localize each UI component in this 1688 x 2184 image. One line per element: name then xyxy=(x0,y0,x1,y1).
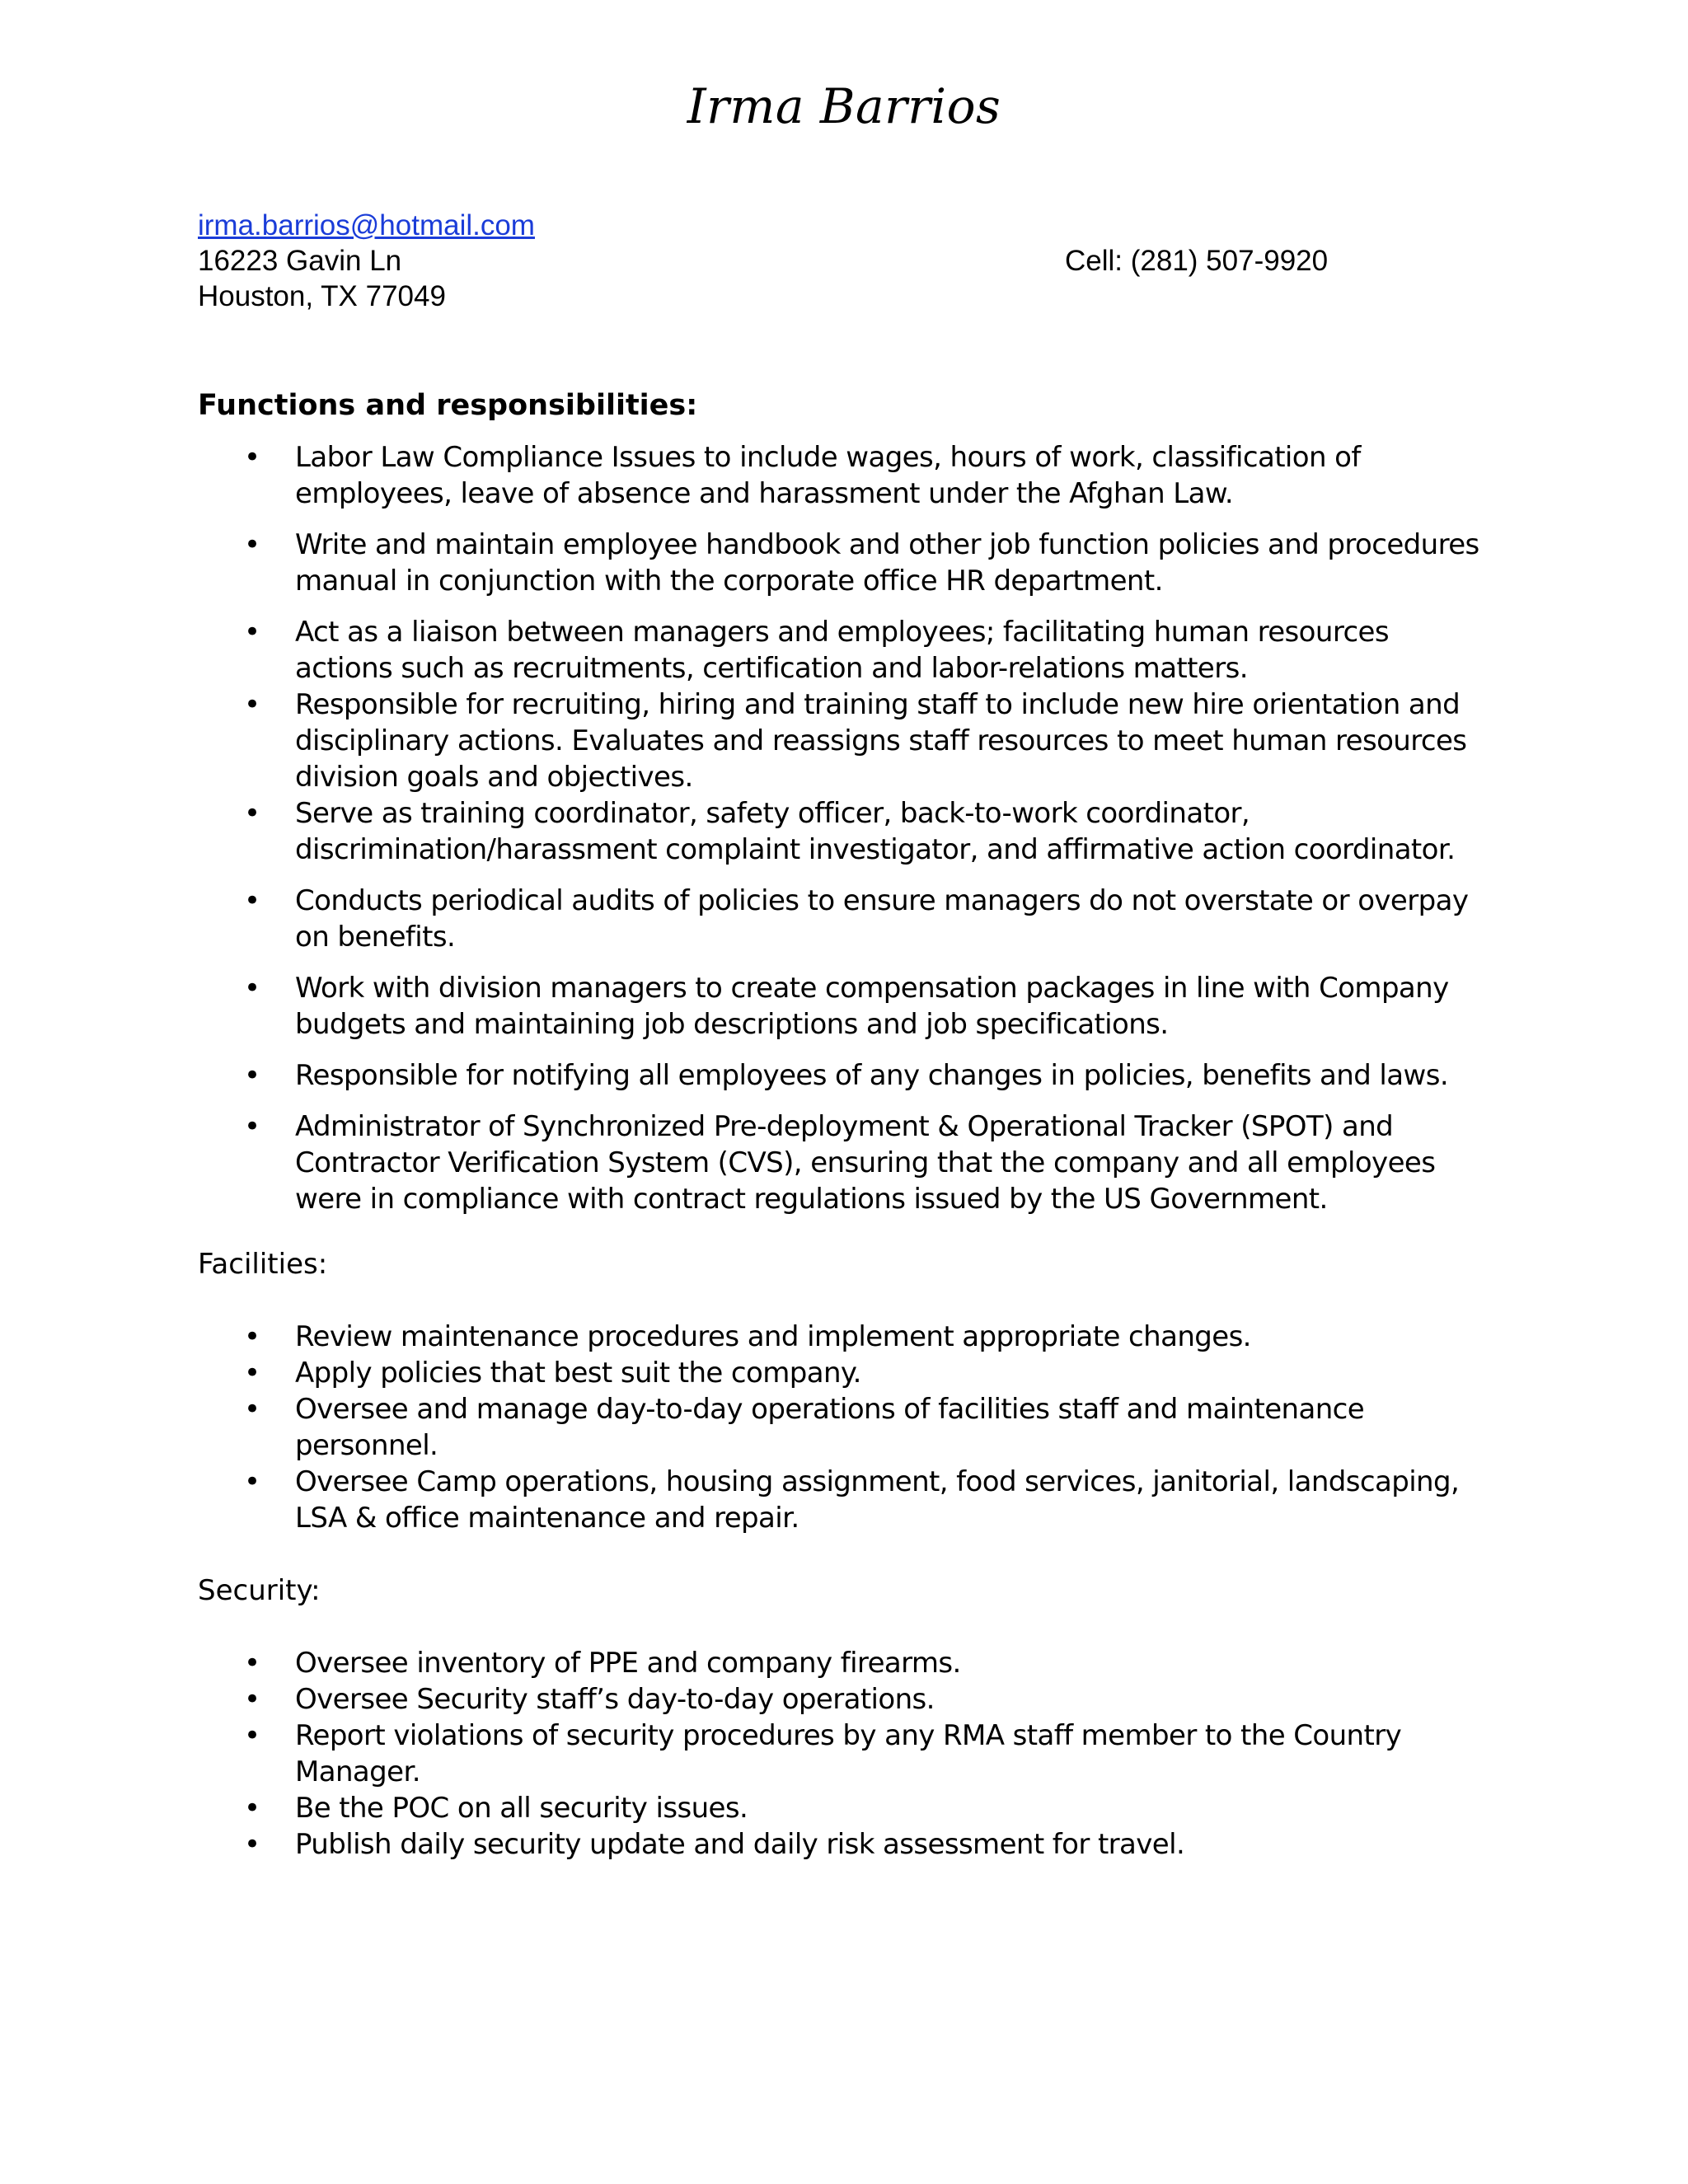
list-item xyxy=(198,1319,1484,1355)
bullet-icon: • xyxy=(244,1683,260,1716)
bullet-icon: • xyxy=(244,972,260,1005)
list-item xyxy=(198,1108,1484,1217)
functions-heading: Functions and responsibilities: xyxy=(198,389,698,422)
list-item-text: Publish daily security update and daily risk assessment for travel. xyxy=(295,1828,1185,1861)
candidate-name: Irma Barrios xyxy=(687,78,1001,134)
list-item xyxy=(198,1790,1484,1826)
list-item-text: Oversee and manage day-to-day operations of facilities staff and maintenance personnel. xyxy=(295,1393,1365,1462)
list-item-text: Act as a liaison between managers and employees; facilitating human resources actions such as recruitments, certification and labor-relations matters. xyxy=(295,616,1389,685)
bullet-icon: • xyxy=(244,1647,260,1680)
bullet-icon: • xyxy=(244,797,260,830)
bullet-icon: • xyxy=(244,441,260,474)
list-item-text: Oversee Camp operations, housing assignment, food services, janitorial, landscaping, LSA & office maintenance and repair. xyxy=(295,1465,1460,1535)
list-item-text: Oversee Security staff’s day-to-day operations. xyxy=(295,1683,935,1716)
list-item-text: Oversee inventory of PPE and company firearms. xyxy=(295,1647,961,1680)
bullet-icon: • xyxy=(244,616,260,649)
facilities-list xyxy=(198,1319,1484,1536)
list-item xyxy=(198,883,1484,955)
security-list xyxy=(198,1645,1484,1863)
list-item-text: Be the POC on all security issues. xyxy=(295,1792,748,1825)
bullet-icon: • xyxy=(244,1059,260,1092)
list-item xyxy=(198,614,1484,687)
list-item-text: Conducts periodical audits of policies to ensure managers do not overstate or overpay on benefits. xyxy=(295,884,1469,954)
bullet-icon: • xyxy=(244,1110,260,1143)
list-item-text: Administrator of Synchronized Pre-deployment & Operational Tracker (SPOT) and Contractor Verification System (CVS), ensuring that the company and all employees were in compliance with contract regulations issued by the US Government. xyxy=(295,1110,1436,1216)
bullet-icon: • xyxy=(244,688,260,721)
bullet-icon: • xyxy=(244,1393,260,1426)
list-item xyxy=(198,970,1484,1043)
list-item-text: Responsible for recruiting, hiring and training staff to include new hire orientation and disciplinary actions. Evaluates and reassigns staff resources to meet human resources division goals and objectives. xyxy=(295,688,1467,794)
list-item xyxy=(198,687,1484,795)
list-item-text: Report violations of security procedures by any RMA staff member to the Country Manager. xyxy=(295,1719,1402,1788)
bullet-icon: • xyxy=(244,1828,260,1861)
list-item xyxy=(198,439,1484,512)
list-item xyxy=(198,1826,1484,1863)
list-item-text: Review maintenance procedures and implement appropriate changes. xyxy=(295,1320,1251,1353)
list-item xyxy=(198,1681,1484,1718)
list-item xyxy=(198,795,1484,868)
list-item xyxy=(198,527,1484,599)
list-item-text: Apply policies that best suit the company. xyxy=(295,1357,861,1390)
bullet-icon: • xyxy=(244,1320,260,1353)
cell-phone: Cell: (281) 507-9920 xyxy=(1065,245,1329,277)
list-item-text: Serve as training coordinator, safety officer, back-to-work coordinator, discrimination/harassment complaint investigator, and affirmative action coordinator. xyxy=(295,797,1456,866)
contact-block xyxy=(198,208,1434,314)
bullet-icon: • xyxy=(244,884,260,917)
facilities-heading: Facilities: xyxy=(198,1248,328,1281)
list-item xyxy=(198,1057,1484,1094)
bullet-icon: • xyxy=(244,1792,260,1825)
list-item xyxy=(198,1355,1484,1391)
security-heading: Security: xyxy=(198,1574,321,1607)
bullet-icon: • xyxy=(244,1357,260,1390)
list-item xyxy=(198,1645,1484,1681)
list-item xyxy=(198,1464,1484,1536)
list-item-text: Write and maintain employee handbook and other job function policies and procedures manual in conjunction with the corporate office HR department. xyxy=(295,528,1479,598)
list-item-text: Work with division managers to create compensation packages in line with Company budgets and maintaining job descriptions and job specifications. xyxy=(295,972,1449,1041)
email-link[interactable]: irma.barrios@hotmail.com xyxy=(198,209,535,241)
bullet-icon: • xyxy=(244,528,260,561)
list-item xyxy=(198,1718,1484,1790)
list-item-text: Responsible for notifying all employees of any changes in policies, benefits and laws. xyxy=(295,1059,1449,1092)
bullet-icon: • xyxy=(244,1719,260,1752)
list-item xyxy=(198,1391,1484,1464)
functions-list xyxy=(198,439,1484,1217)
bullet-icon: • xyxy=(244,1465,260,1498)
address-line-2: Houston, TX 77049 xyxy=(198,280,446,312)
address-line-1: 16223 Gavin Ln xyxy=(198,245,402,277)
list-item-text: Labor Law Compliance Issues to include wages, hours of work, classification of employees, leave of absence and harassment under the Afghan Law. xyxy=(295,441,1361,510)
